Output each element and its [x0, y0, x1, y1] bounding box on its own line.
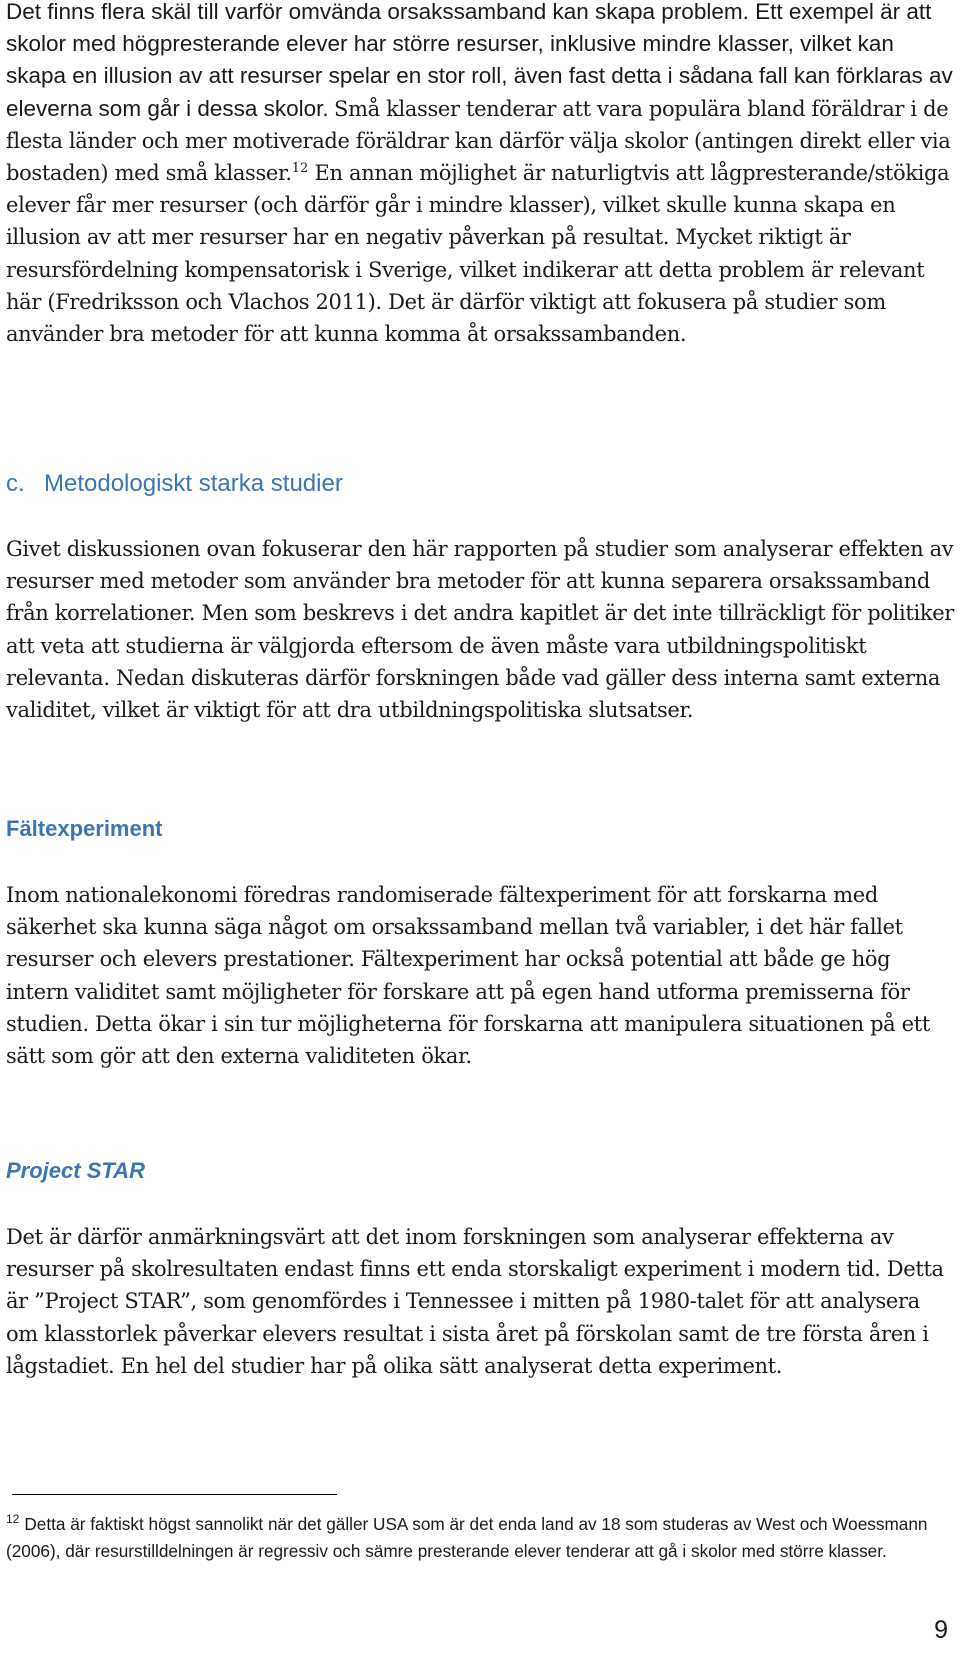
subsection-heading-faltexperiment: Fältexperiment [6, 816, 163, 841]
section-title: Metodologiskt starka studier [44, 470, 343, 497]
footnote-reference: 12 [291, 160, 309, 176]
project-star-paragraph: Det är därför anmärkningsvärt att det inom forskningen som analyserar effekterna av resurser på skolresultaten endast finns ett enda storskaligt experiment i modern tid. Detta är ”Project STAR”, som genomfördes i Tennessee i mitten på 1980-talet för att analysera om klasstorlek påverkar elevers resultat i sista året på förskolan samt de tre första åren i lågstadiet. En hel del studier har på olika sätt analyserat detta experiment. [6, 1225, 944, 1378]
intro-paragraph [6, 0, 954, 350]
footnote-text: Detta är faktiskt högst sannolikt när det gäller USA som är det enda land av 18 som studeras av West och Woessmann (2006), där resurstilldelningen är regressiv och sämre presterande elever tenderar att gå i skolor med större klasser. [6, 1514, 928, 1561]
footnote-number: 12 [6, 1512, 20, 1527]
intro-text-serif-1: Små klasser tenderar att vara populära bland föräldrar i de flesta länder och mer motiverade föräldrar kan därför välja skolor (antingen direkt eller via bostaden) med små klasser. [6, 96, 951, 186]
faltexperiment-paragraph: Inom nationalekonomi föredras randomiserade fältexperiment för att forskarna med säkerhet ska kunna säga något om orsakssamband mellan två variabler, i det här fallet resurser och elevers prestationer. Fältexperiment har också potential att både ge hög intern validitet samt möjligheter för forskare att på egen hand utforma premisserna för studien. Detta ökar i sin tur möjligheterna för forskarna att manipulera situationen på ett sätt som gör att den externa validiteten ökar. [6, 883, 930, 1069]
intro-text-sans: Det finns flera skäl till varför omvända orsakssamband kan skapa problem. Ett exempel är att skolor med högpresterande elever har större resurser, inklusive mindre klasser, vilket kan skapa en illusion av att resurser spelar en stor roll, även fast detta i sådana fall kan förklaras av eleverna som går i dessa skolor. [6, 0, 953, 121]
footnote [6, 1511, 954, 1565]
intro-text-serif-2: En annan möjlighet är naturligtvis att lågpresterande/stökiga elever får mer resurser (och därför går i mindre klasser), vilket skulle kunna skapa en illusion av att mer resurser har en negativ påverkan på resultat. Mycket riktigt är resursfördelning kompensatorisk i Sverige, vilket indikerar att detta problem är relevant här (Fredriksson och Vlachos 2011). Det är därför viktigt att fokusera på studier som använder bra metoder för att kunna komma åt orsakssambanden. [6, 161, 950, 347]
page-number: 9 [934, 1616, 948, 1644]
section-heading-c [6, 470, 343, 498]
section-c-paragraph: Givet diskussionen ovan fokuserar den här rapporten på studier som analyserar effekten av resurser med metoder som använder bra metoder för att kunna separera orsakssamband från korrelationer. Men som beskrevs i det andra kapitlet är det inte tillräckligt för politiker att veta att studierna är välgjorda eftersom de även måste vara utbildningspolitiskt relevanta. Nedan diskuteras därför forskningen både vad gäller dess interna samt externa validitet, vilket är viktigt för att dra utbildningspolitiska slutsatser. [6, 537, 954, 723]
section-number: c. [6, 470, 25, 497]
footnote-separator [12, 1494, 337, 1495]
subsection-heading-project-star: Project STAR [6, 1158, 145, 1183]
